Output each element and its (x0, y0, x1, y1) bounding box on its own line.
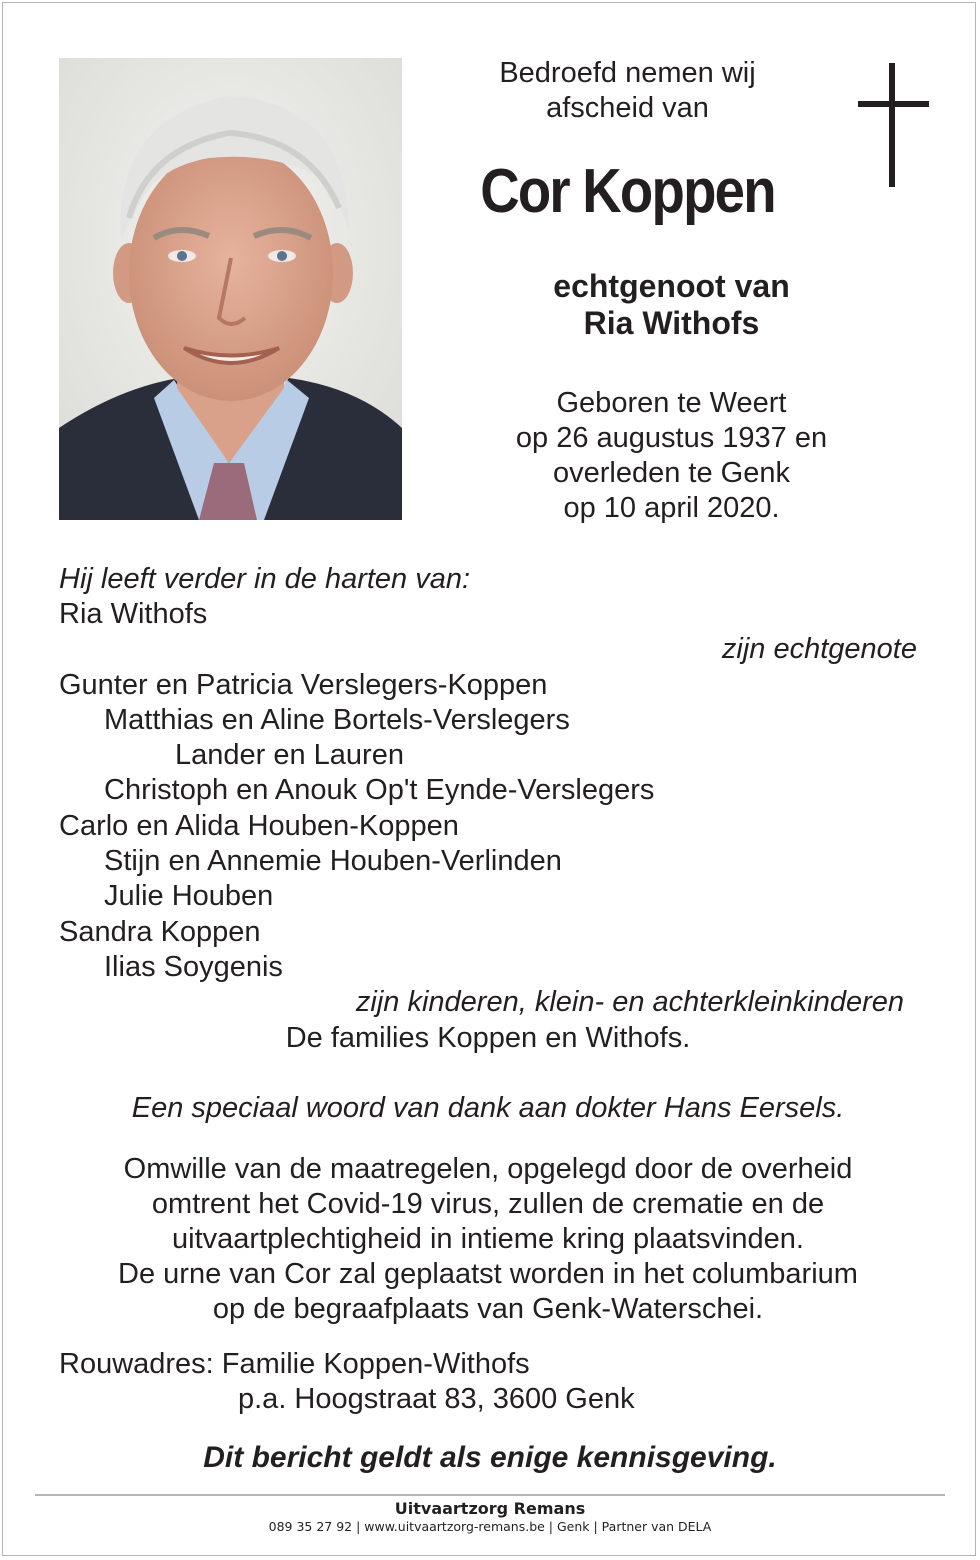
birth-line-2: op 26 augustus 1937 en (515, 422, 828, 454)
spouse-line-1: echtgenoot van (553, 268, 790, 304)
spouse-line-2: Ria Withofs (583, 305, 760, 341)
address-line-2: p.a. Hoogstraat 83, 3600 Genk (238, 1383, 635, 1415)
footer-info: 089 35 27 92 | www.uitvaartzorg-remans.be | Genk | Partner van DELA (268, 1519, 712, 1534)
footer-divider (35, 1494, 945, 1496)
intro-text (430, 56, 825, 126)
survivor-spouse-name: Ria Withofs (59, 598, 208, 630)
spouse-block (470, 268, 873, 342)
deceased-name: Cor Koppen (480, 157, 775, 226)
intro-line-2: afscheid van (546, 92, 709, 124)
children-role: zijn kinderen, klein- en achterkleinkinderen (355, 986, 904, 1018)
family-member: Christoph en Anouk Op't Eynde-Verslegers (104, 774, 655, 806)
notice-block (0, 1152, 976, 1327)
family-member: Julie Houben (104, 880, 274, 912)
birth-line-3: overleden te Genk (553, 457, 790, 489)
portrait-photo (59, 58, 402, 520)
family-member: Carlo en Alida Houben-Koppen (59, 810, 459, 842)
notice-line: omtrent het Covid-19 virus, zullen de crematie en de (151, 1188, 825, 1220)
closing-statement: Dit bericht geldt als enige kennisgeving. (203, 1441, 777, 1474)
family-member: Matthias en Aline Bortels-Verslegers (104, 704, 570, 736)
birth-death-block (470, 386, 873, 526)
notice-line: uitvaartplechtigheid in intieme kring plaatsvinden. (172, 1223, 804, 1255)
birth-line-4: op 10 april 2020. (563, 492, 780, 524)
notice-line: op de begraafplaats van Genk-Waterschei. (212, 1293, 764, 1325)
intro-line-1: Bedroefd nemen wij (499, 57, 756, 89)
notice-line: Omwille van de maatregelen, opgelegd door de overheid (123, 1153, 853, 1185)
notice-line: De urne van Cor zal geplaatst worden in het columbarium (118, 1258, 858, 1290)
family-member: Sandra Koppen (59, 916, 261, 948)
family-member: Stijn en Annemie Houben-Verlinden (104, 845, 562, 877)
thanks-line: Een speciaal woord van dank aan dokter Hans Eersels. (131, 1092, 845, 1124)
families-line: De families Koppen en Withofs. (285, 1022, 691, 1054)
family-member: Ilias Soygenis (104, 951, 283, 983)
family-member: Lander en Lauren (175, 739, 404, 771)
address-line-1: Rouwadres: Familie Koppen-Withofs (59, 1348, 530, 1380)
survivor-spouse-role: zijn echtgenote (721, 633, 917, 665)
survivors-intro: Hij leeft verder in de harten van: (59, 563, 471, 595)
birth-line-1: Geboren te Weert (556, 387, 787, 419)
footer-title: Uitvaartzorg Remans (394, 1499, 586, 1518)
family-member: Gunter en Patricia Verslegers-Koppen (59, 669, 548, 701)
